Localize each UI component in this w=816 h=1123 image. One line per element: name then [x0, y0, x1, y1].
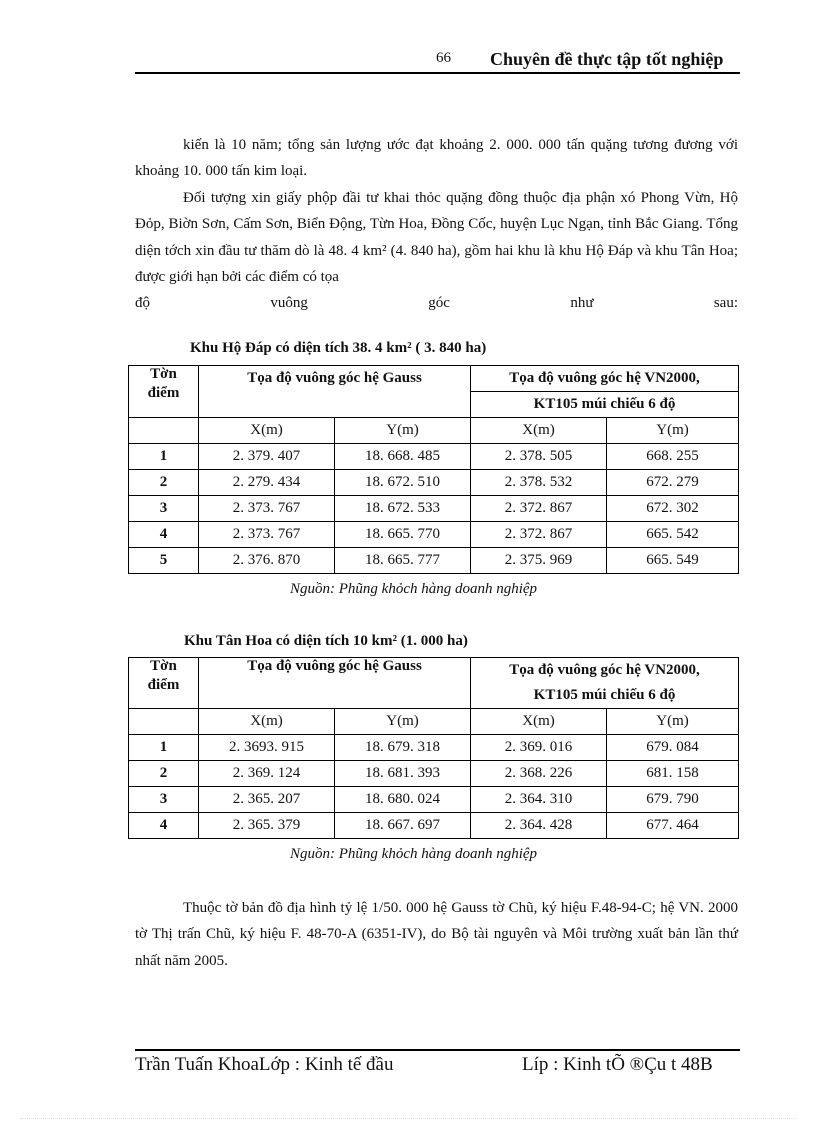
table1-body — [129, 444, 739, 574]
table2-header-vn-line2: KT105 múi chiếu 6 độ — [471, 683, 739, 709]
table1-header-gauss-y: Y(m) — [335, 418, 471, 444]
point-number-cell: 4 — [129, 522, 199, 548]
table2-caption: Khu Tân Hoa có diện tích 10 km² (1. 000 ha) — [184, 633, 468, 649]
table2-header-vn-line1: Tọa độ vuông góc hệ VN2000, — [471, 658, 739, 684]
coordinate-cell: 2. 372. 867 — [471, 496, 607, 522]
coordinate-cell: 18. 672. 510 — [335, 470, 471, 496]
table2-header-vn-y: Y(m) — [607, 709, 739, 735]
coordinate-cell: 2. 3693. 915 — [199, 735, 335, 761]
point-number-cell: 4 — [129, 813, 199, 839]
coordinate-cell: 2. 376. 870 — [199, 548, 335, 574]
body-text-bottom — [135, 895, 738, 974]
page-edge-dotted-line — [20, 1118, 796, 1119]
coordinate-cell: 665. 549 — [607, 548, 739, 574]
coordinate-cell: 2. 369. 124 — [199, 761, 335, 787]
body-text — [135, 132, 738, 317]
paragraph-3: Thuộc tờ bản đồ địa hình tỷ lệ 1/50. 000 hệ Gauss tờ Chũ, ký hiệu F.48-94-C; hệ VN. 2000 tờ Thị trấn Chũ, ký hiệu F. 48-70-A (6351-IV), do Bộ tài nguyên và Môi trường xuất bản lần thứ nhất năm 2005. — [135, 900, 738, 969]
coordinate-cell: 2. 365. 207 — [199, 787, 335, 813]
point-number-cell: 2 — [129, 470, 199, 496]
table-row — [129, 813, 739, 839]
table1-header-point-line2: điểm — [147, 385, 180, 401]
coordinate-cell: 18. 665. 777 — [335, 548, 471, 574]
table1-header-point-empty — [129, 418, 199, 444]
table-row — [129, 735, 739, 761]
coordinate-cell: 18. 665. 770 — [335, 522, 471, 548]
coordinate-cell: 2. 378. 532 — [471, 470, 607, 496]
footer-class: Líp : Kinh tÕ ®Çu t 48B — [522, 1054, 713, 1075]
table2-body — [129, 735, 739, 839]
table1-header-gauss-empty — [199, 392, 471, 418]
table-row — [129, 444, 739, 470]
coordinate-cell: 18. 667. 697 — [335, 813, 471, 839]
point-number-cell: 1 — [129, 735, 199, 761]
point-number-cell: 1 — [129, 444, 199, 470]
coordinate-cell: 2. 373. 767 — [199, 496, 335, 522]
table2-source: Nguồn: Phũng khỏch hàng doanh nghiệp — [290, 846, 538, 862]
table1-caption: Khu Hộ Đáp có diện tích 38. 4 km² ( 3. 840 ha) — [190, 340, 487, 356]
coordinate-cell: 677. 464 — [607, 813, 739, 839]
header-title: Chuyên đề thực tập tốt nghiệp — [490, 49, 724, 69]
point-number-cell: 3 — [129, 496, 199, 522]
table2-header-point-empty — [129, 709, 199, 735]
paragraph-1: kiến là 10 năm; tổng sản lượng ước đạt khoảng 2. 000. 000 tấn quặng tương đương với khoảng 10. 000 tấn kim loại. — [135, 137, 738, 180]
table2-header-point-line2: điểm — [147, 677, 180, 693]
table-row — [129, 548, 739, 574]
coordinate-cell: 2. 369. 016 — [471, 735, 607, 761]
table1-header-point-line1: Tờn — [150, 366, 177, 382]
coordinate-cell: 2. 368. 226 — [471, 761, 607, 787]
paragraph-2-last-line: độ vuông góc như sau: — [135, 295, 738, 312]
coordinate-cell: 2. 364. 428 — [471, 813, 607, 839]
coordinate-cell: 2. 365. 379 — [199, 813, 335, 839]
coordinate-cell: 679. 084 — [607, 735, 739, 761]
coordinate-cell: 18. 672. 533 — [335, 496, 471, 522]
table1-header-gauss-x: X(m) — [199, 418, 335, 444]
footer-author: Trần Tuấn KhoaLớp : Kinh tế đầu — [135, 1054, 394, 1075]
table2-header-point-line1: Tờn — [150, 658, 177, 674]
coordinate-cell: 665. 542 — [607, 522, 739, 548]
table1-header-vn-x: X(m) — [471, 418, 607, 444]
point-number-cell: 3 — [129, 787, 199, 813]
table1-source: Nguồn: Phũng khỏch hàng doanh nghiệp — [290, 581, 538, 597]
coordinate-cell: 2. 364. 310 — [471, 787, 607, 813]
coordinate-cell: 2. 279. 434 — [199, 470, 335, 496]
table1 — [128, 365, 739, 574]
table1-header-vn-line2: KT105 múi chiếu 6 độ — [471, 392, 739, 418]
table2-header-gauss: Tọa độ vuông góc hệ Gauss — [199, 658, 471, 709]
coordinate-cell: 18. 681. 393 — [335, 761, 471, 787]
coordinate-cell: 2. 372. 867 — [471, 522, 607, 548]
page-number: 66 — [436, 50, 451, 66]
point-number-cell: 2 — [129, 761, 199, 787]
table2-header-point — [129, 658, 199, 709]
coordinate-cell: 2. 373. 767 — [199, 522, 335, 548]
footer-divider — [135, 1049, 740, 1051]
table1-header-vn-line1: Tọa độ vuông góc hệ VN2000, — [471, 366, 739, 392]
coordinate-cell: 18. 680. 024 — [335, 787, 471, 813]
table-row — [129, 522, 739, 548]
table-row — [129, 470, 739, 496]
table2-header-gauss-x: X(m) — [199, 709, 335, 735]
coordinate-cell: 672. 279 — [607, 470, 739, 496]
table2-header-vn-x: X(m) — [471, 709, 607, 735]
table1-header-gauss: Tọa độ vuông góc hệ Gauss — [199, 366, 471, 392]
coordinate-cell: 18. 679. 318 — [335, 735, 471, 761]
table2 — [128, 657, 739, 839]
coordinate-cell: 2. 375. 969 — [471, 548, 607, 574]
table1-header-vn-y: Y(m) — [607, 418, 739, 444]
coordinate-cell: 18. 668. 485 — [335, 444, 471, 470]
table2-header-gauss-y: Y(m) — [335, 709, 471, 735]
header-divider — [135, 72, 740, 74]
table1-header-point — [129, 366, 199, 418]
coordinate-cell: 681. 158 — [607, 761, 739, 787]
coordinate-cell: 2. 378. 505 — [471, 444, 607, 470]
table-row — [129, 761, 739, 787]
table-row — [129, 496, 739, 522]
coordinate-cell: 2. 379. 407 — [199, 444, 335, 470]
point-number-cell: 5 — [129, 548, 199, 574]
paragraph-2: Đối tượng xin giấy phộp đầi tư khai thỏc quặng đồng thuộc địa phận xó Phong Vừn, Hộ Đỏp, Biờn Sơn, Cấm Sơn, Biển Động, Từn Hoa, Đồng Cốc, huyện Lục Ngạn, tỉnh Bắc Giang. Tổng diện tớch xin đầu tư thăm dò là 48. 4 km² (4. 840 ha), gồm hai khu là khu Hộ Đáp và khu Tân Hoa; được giới hạn bởi các điểm có tọa — [135, 189, 738, 286]
coordinate-cell: 668. 255 — [607, 444, 739, 470]
coordinate-cell: 672. 302 — [607, 496, 739, 522]
table-row — [129, 787, 739, 813]
coordinate-cell: 679. 790 — [607, 787, 739, 813]
